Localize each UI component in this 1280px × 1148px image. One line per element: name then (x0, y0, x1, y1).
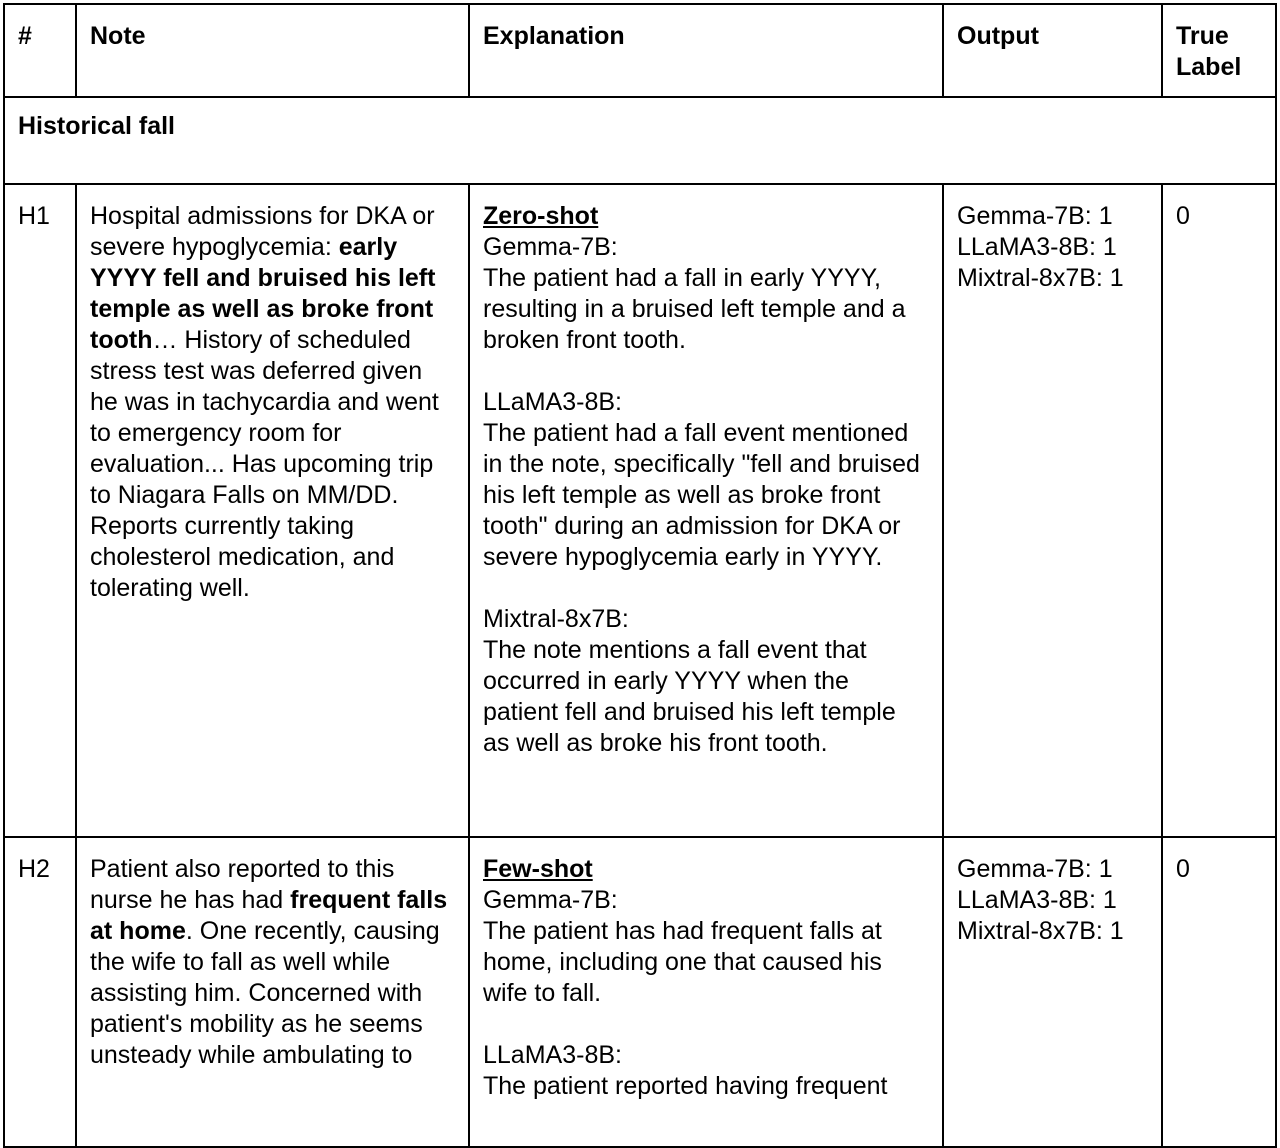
note-text-highlight: early YYYY fell and bruised his left temple as well as broke front tooth (90, 233, 436, 354)
row-id: H1 (4, 184, 76, 837)
table-row (4, 184, 1276, 837)
explanation-text: The patient had a fall in early YYYY, resulting in a bruised left temple and a broken front tooth. (483, 264, 906, 354)
note-text-post: . One recently, causing the wife to fall as well while assisting him. Concerned with patient's mobility as he seems unsteady while ambulating to (90, 917, 440, 1069)
explanation-block (483, 232, 924, 356)
explanation-cell (469, 184, 943, 837)
output-line: Mixtral-8x7B: 1 (957, 264, 1124, 292)
explanation-block (483, 387, 924, 573)
note-cell (76, 184, 469, 837)
header-explanation: Explanation (469, 4, 943, 97)
note-text-highlight: frequent falls at home (90, 886, 448, 945)
explanation-model: Gemma-7B: (483, 886, 618, 914)
explanation-model: LLaMA3-8B: (483, 388, 622, 416)
explanation-block (483, 604, 924, 759)
output-cell (943, 184, 1162, 837)
note-cell (76, 837, 469, 1147)
output-line: Mixtral-8x7B: 1 (957, 917, 1124, 945)
output-line: Gemma-7B: 1 (957, 202, 1113, 230)
header-true-label-line2: Label (1176, 53, 1242, 81)
explanation-model: LLaMA3-8B: (483, 1041, 622, 1069)
setting-title: Few-shot (483, 855, 593, 883)
header-note: Note (76, 4, 469, 97)
header-true-label-line1: True (1176, 22, 1229, 50)
setting-title: Zero-shot (483, 202, 599, 230)
header-num: # (4, 4, 76, 97)
explanation-cell (469, 837, 943, 1147)
row-id: H2 (4, 837, 76, 1147)
results-table (3, 3, 1277, 1148)
true-label-cell: 0 (1162, 837, 1276, 1147)
explanation-block (483, 885, 924, 1009)
section-title: Historical fall (4, 97, 1276, 184)
section-row (4, 97, 1276, 184)
table-row (4, 837, 1276, 1147)
output-line: LLaMA3-8B: 1 (957, 886, 1117, 914)
header-true-label (1162, 4, 1276, 97)
true-label-cell: 0 (1162, 184, 1276, 837)
note-text-pre: Patient also reported to this nurse he has had (90, 855, 395, 914)
explanation-text: The patient has had frequent falls at home, including one that caused his wife to fall. (483, 917, 882, 1007)
explanation-model: Gemma-7B: (483, 233, 618, 261)
header-output: Output (943, 4, 1162, 97)
explanation-model: Mixtral-8x7B: (483, 605, 629, 633)
note-text-post: … History of scheduled stress test was deferred given he was in tachycardia and went to emergency room for evaluation... Has upcoming trip to Niagara Falls on MM/DD. Reports currently taking cholesterol medication, and tolerating well. (90, 326, 439, 602)
explanation-text: The patient had a fall event mentioned in the note, specifically "fell and bruised his left temple as well as broke front tooth" during an admission for DKA or severe hypoglycemia early in YYYY. (483, 419, 920, 571)
output-line: Gemma-7B: 1 (957, 855, 1113, 883)
output-line: LLaMA3-8B: 1 (957, 233, 1117, 261)
explanation-block (483, 1040, 924, 1102)
explanation-text: The patient reported having frequent (483, 1072, 888, 1100)
output-cell (943, 837, 1162, 1147)
explanation-text: The note mentions a fall event that occurred in early YYYY when the patient fell and bruised his left temple as well as broke his front tooth. (483, 636, 896, 757)
note-text-pre: Hospital admissions for DKA or severe hypoglycemia: (90, 202, 435, 261)
header-row (4, 4, 1276, 97)
